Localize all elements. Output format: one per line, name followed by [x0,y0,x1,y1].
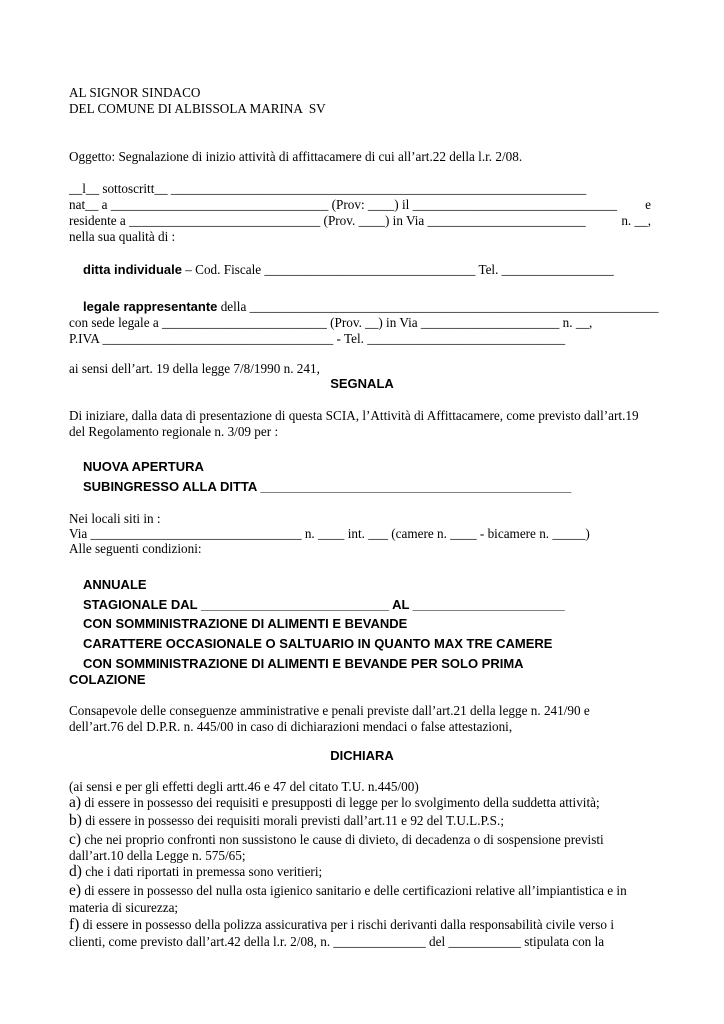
dichiara-item-b [69,813,504,829]
condition-prima-colazione: CON SOMMINISTRAZIONE DI ALIMENTI E BEVANDE PER SOLO PRIMA [83,656,524,671]
birth-conjunction: e [645,197,651,212]
condition-annuale: ANNUALE [83,577,147,592]
segnala-text-line-2: del Regolamento regionale n. 3/09 per : [69,424,279,439]
item-c-text: che nei proprio confronti non sussistono le cause di divieto, di decadenza o di sospensione previsti [81,832,604,847]
condition-stagionale: STAGIONALE DAL __________________________ AL _____________________ [83,597,565,612]
legale-rappresentante-fields: della ______________________________________________________________ [217,299,659,314]
item-c-letter: c) [69,831,82,848]
dichiara-item-e-cont: materia di sicurezza; [69,900,179,915]
dichiara-item-c-cont: dall’art.10 della Legge n. 575/65; [69,848,246,863]
locali-line-2: Via ________________________________ n. ____ int. ___ (camere n. ____ - bicamere n. _____) [69,526,590,541]
dichiara-item-f-cont: clienti, come previsto dall’art.42 della l.r. 2/08, n. ______________ del ___________ stipulata con la [69,934,605,949]
addressee-line-1: AL SIGNOR SINDACO [69,85,201,100]
dichiara-item-c [69,832,604,848]
item-f-text: di essere in possesso della polizza assicurativa per i rischi derivanti dalla responsabilità civile verso i [79,917,614,932]
segnala-heading: SEGNALA [330,376,394,391]
sede-legale-line: con sede legale a _________________________ (Prov. __) in Via _____________________ n. __, [69,315,593,330]
birth-fields: nat__ a _________________________________ (Prov: ____) il _______________________________ [69,197,617,212]
item-e-text: di essere in possesso del nulla osta igienico sanitario e delle certificazioni relative all’impiantistica e in [81,883,627,898]
condition-prima-colazione-cont: COLAZIONE [69,672,146,687]
subject-line: Oggetto: Segnalazione di inizio attività di affittacamere di cui all’art.22 della l.r. 2/08. [69,149,523,164]
legale-rappresentante-row [83,299,658,315]
option-subingresso: SUBINGRESSO ALLA DITTA ___________________________________________ [83,479,572,494]
dichiara-item-d [69,864,322,880]
locali-line-3: Alle seguenti condizioni: [69,541,202,556]
dichiara-item-f [69,917,614,933]
ditta-individuale-fields: – Cod. Fiscale ________________________________ Tel. _________________ [181,262,614,277]
declarant-name-line: __l__ sottoscritt__ _______________________________________________________________ [69,181,587,196]
item-d-text: che i dati riportati in premessa sono veritieri; [81,864,323,879]
consapevole-line-2: dell’art.76 del D.P.R. n. 445/00 in caso di dichiarazioni mendaci o false attestazioni, [69,719,513,734]
locali-line-1: Nei locali siti in : [69,511,161,526]
dichiara-item-e [69,883,627,899]
consapevole-line-1: Consapevole delle conseguenze amministrative e penali previste dall’art.21 della legge n. 241/90 e [69,703,590,718]
legale-rappresentante-label: legale rappresentante [83,299,218,314]
item-b-text: di essere in possesso dei requisiti morali previsti dall’art.11 e 92 del T.U.L.P.S.; [81,813,504,828]
item-a-letter: a) [69,794,82,811]
qualita-label: nella sua qualità di : [69,229,176,244]
item-b-letter: b) [69,812,82,829]
item-d-letter: d) [69,863,82,880]
segnala-text-line-1: Di iniziare, dalla data di presentazione di questa SCIA, l’Attività di Affittacamere, come previsto dall’art.19 [69,408,639,423]
condition-carattere-occasionale: CARATTERE OCCASIONALE O SALTUARIO IN QUANTO MAX TRE CAMERE [83,636,553,651]
option-nuova-apertura: NUOVA APERTURA [83,459,204,474]
piva-line: P.IVA ___________________________________ - Tel. ______________________________ [69,331,566,346]
condition-somministrazione: CON SOMMINISTRAZIONE DI ALIMENTI E BEVANDE [83,616,408,631]
ditta-individuale-row [83,262,614,278]
dichiara-heading: DICHIARA [330,748,394,763]
residence-fields: residente a _____________________________ (Prov. ____) in Via ________________________ [69,213,586,228]
ditta-individuale-label: ditta individuale [83,262,182,277]
declarant-residence-line [69,213,651,229]
declarant-birth-line [69,197,651,213]
addressee-line-2: DEL COMUNE DI ALBISSOLA MARINA SV [69,101,326,116]
residence-number: n. __, [621,213,651,228]
item-f-letter: f) [69,916,80,933]
item-a-text: di essere in possesso dei requisiti e presupposti di legge per lo svolgimento della suddetta attività; [81,795,600,810]
item-e-letter: e) [69,882,82,899]
legal-basis-line: ai sensi dell’art. 19 della legge 7/8/1990 n. 241, [69,361,320,376]
dichiara-intro: (ai sensi e per gli effetti degli artt.46 e 47 del citato T.U. n.445/00) [69,779,419,794]
dichiara-item-a [69,795,600,811]
